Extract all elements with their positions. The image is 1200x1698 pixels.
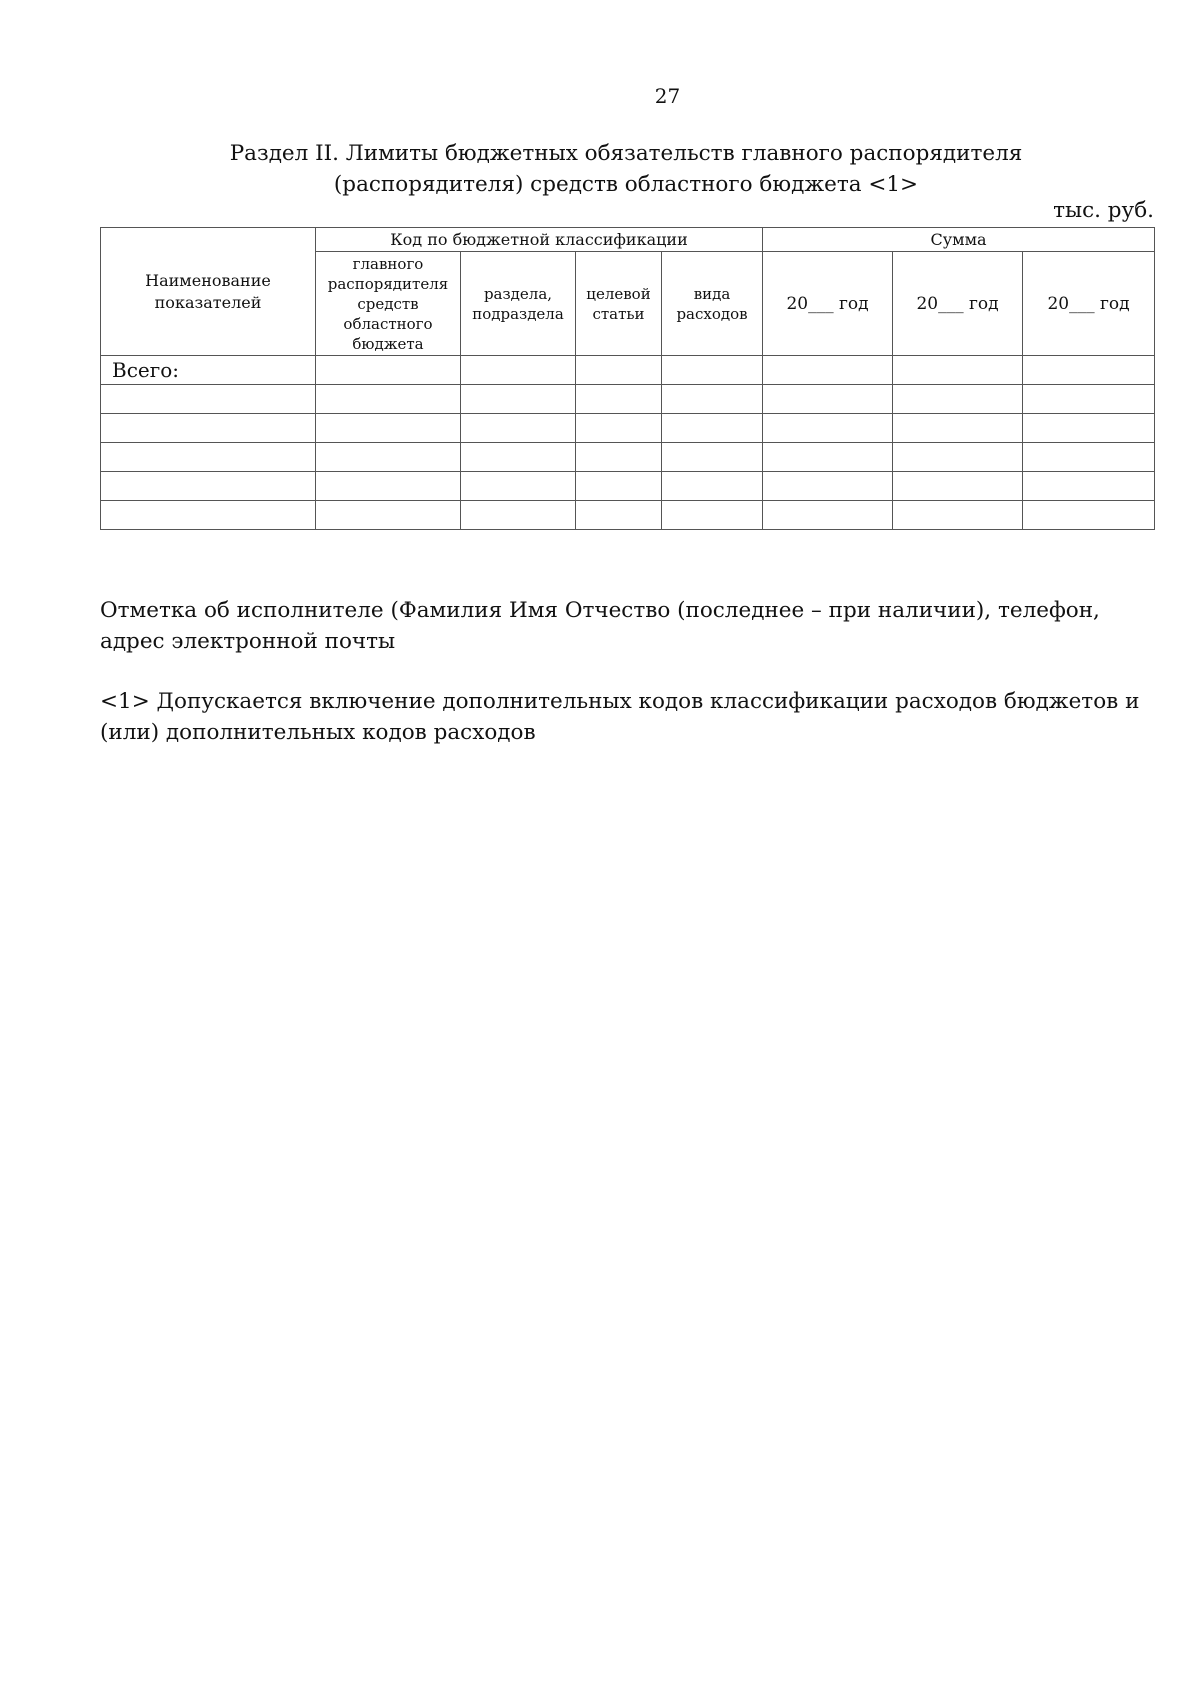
- table-cell[interactable]: [316, 472, 461, 501]
- table-cell[interactable]: [461, 385, 576, 414]
- table-cell[interactable]: [1023, 414, 1155, 443]
- column-header-section: раздела, подраздела: [461, 252, 576, 356]
- table-cell[interactable]: [893, 356, 1023, 385]
- table-cell[interactable]: [316, 501, 461, 530]
- table-cell[interactable]: [1023, 501, 1155, 530]
- table-cell[interactable]: [763, 356, 893, 385]
- table-row: [101, 501, 1155, 530]
- table-cell[interactable]: [1023, 385, 1155, 414]
- budget-limits-table: [100, 227, 1155, 530]
- unit-label: тыс. руб.: [1053, 198, 1154, 223]
- table-cell[interactable]: [1023, 472, 1155, 501]
- table-cell[interactable]: [461, 472, 576, 501]
- section-title-line-1: Раздел II. Лимиты бюджетных обязательств главного распорядителя: [229, 141, 1023, 166]
- table-header-row: [101, 228, 1155, 252]
- table-cell[interactable]: [576, 385, 662, 414]
- table-cell[interactable]: [461, 443, 576, 472]
- table-cell[interactable]: [101, 472, 316, 501]
- table-cell[interactable]: [662, 356, 763, 385]
- table-cell[interactable]: [763, 501, 893, 530]
- table-cell[interactable]: [576, 443, 662, 472]
- column-group-budget-code: Код по бюджетной классификации: [316, 228, 763, 252]
- table-cell[interactable]: [461, 414, 576, 443]
- column-header-target-article: целевой статьи: [576, 252, 662, 356]
- table-cell[interactable]: [576, 414, 662, 443]
- table-cell[interactable]: [101, 443, 316, 472]
- table-cell[interactable]: [893, 472, 1023, 501]
- table-cell[interactable]: [763, 443, 893, 472]
- table-cell[interactable]: [101, 385, 316, 414]
- section-title: [100, 138, 1152, 200]
- table-cell[interactable]: [461, 501, 576, 530]
- table-cell[interactable]: [1023, 443, 1155, 472]
- table-cell[interactable]: [576, 472, 662, 501]
- table-cell[interactable]: [662, 472, 763, 501]
- table-cell[interactable]: [316, 385, 461, 414]
- column-header-expense-type: вида расходов: [662, 252, 763, 356]
- table-cell[interactable]: [662, 501, 763, 530]
- table-cell[interactable]: [893, 443, 1023, 472]
- executor-note: Отметка об исполнителе (Фамилия Имя Отчество (последнее – при наличии), телефон, адрес электронной почты: [100, 598, 1100, 654]
- column-header-year-3: 20___ год: [1023, 252, 1155, 356]
- table-cell[interactable]: [316, 356, 461, 385]
- table-row: [101, 385, 1155, 414]
- column-header-year-2: 20___ год: [893, 252, 1023, 356]
- table-cell[interactable]: [662, 414, 763, 443]
- column-header-main-manager: главного распорядителя средств областного бюджета: [316, 252, 461, 356]
- section-title-line-2: (распорядителя) средств областного бюджета <1>: [333, 172, 919, 197]
- table-cell[interactable]: [101, 501, 316, 530]
- table-cell[interactable]: [763, 385, 893, 414]
- column-header-name: Наименование показателей: [101, 228, 316, 356]
- column-header-year-1: 20___ год: [763, 252, 893, 356]
- page-number: 27: [654, 84, 681, 108]
- table-cell[interactable]: [893, 385, 1023, 414]
- column-group-sum: Сумма: [763, 228, 1155, 252]
- table-cell[interactable]: [461, 356, 576, 385]
- table-cell[interactable]: [576, 501, 662, 530]
- table-cell[interactable]: [1023, 356, 1155, 385]
- table-row: [101, 472, 1155, 501]
- table-cell[interactable]: [662, 443, 763, 472]
- table-cell[interactable]: [763, 414, 893, 443]
- table-row: [101, 414, 1155, 443]
- table-row: [101, 443, 1155, 472]
- table-cell[interactable]: [893, 414, 1023, 443]
- total-label: Всего:: [101, 356, 316, 385]
- table-cell[interactable]: [662, 385, 763, 414]
- table-cell[interactable]: [101, 414, 316, 443]
- table-cell[interactable]: [576, 356, 662, 385]
- table-cell[interactable]: [893, 501, 1023, 530]
- table-cell[interactable]: [316, 443, 461, 472]
- table-cell[interactable]: [316, 414, 461, 443]
- table-row-total: [101, 356, 1155, 385]
- table-cell[interactable]: [763, 472, 893, 501]
- footnote: <1> Допускается включение дополнительных кодов классификации расходов бюджетов и (или) дополнительных кодов расходов: [100, 689, 1140, 745]
